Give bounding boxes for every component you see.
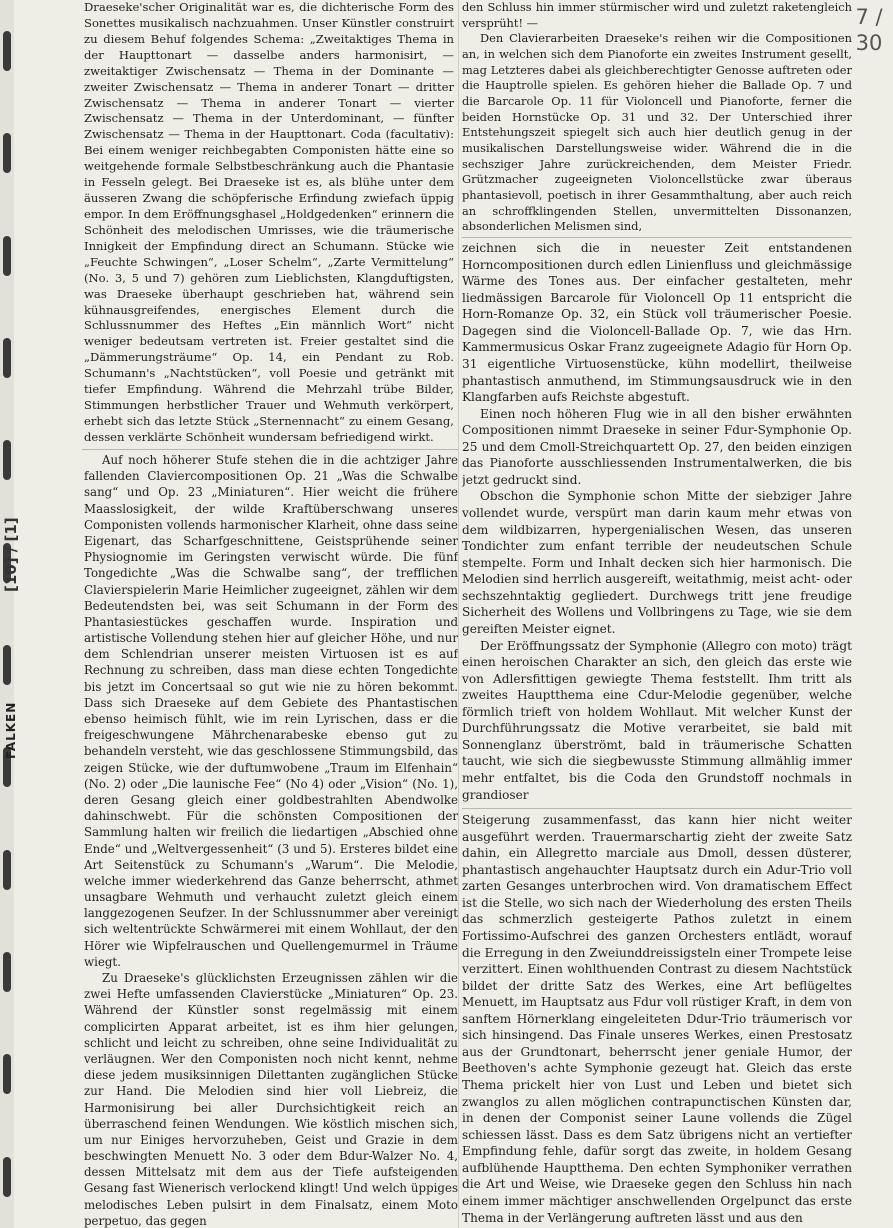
binder-hole <box>3 440 11 480</box>
column-right-middle <box>462 240 852 804</box>
paragraph: Obschon die Symphonie schon Mitte der siebziger Jahre vollendet wurde, verspürt man darin kaum mehr etwas von dem wildbizarren, hypergenialischen Wesen, das unseren Tondichter zum enfant terrible der neudeutschen Schule stempelte. Form und Inhalt decken sich hier harmonisch. Die Melodien sind herrlich ausgereift, weitathmig, meist acht- oder sechszehntaktig gegliedert. Durchwegs tritt jene freudige Sicherheit des Wollens und Vollbringens zu Tage, wie sie dem gereiften Meister eignet. <box>462 489 852 636</box>
column-right-top <box>462 0 852 235</box>
paragraph: Der Eröffnungssatz der Symphonie (Allegro con moto) trägt einen heroischen Charakter an sich, den gleich das erste wie von Adlersfittigen gewiegte Thema feststellt. Ihm tritt als zweites Hauptthema eine Cdur-Melodie gegenüber, welche förmlich trieft von holdem Wohllaut. Mit welcher Kunst der Durchführungssatz die Motive verarbeitet, sie bald mit Sonnenglanz überströmt, bald in träumerische Schatten taucht, wie sich die siegbewusste Stimmung allmählig immer mehr entfaltet, bis die Coda den Grundstoff nochmals in grandioser <box>462 638 852 802</box>
binder-hole <box>3 1157 11 1197</box>
column-gutter <box>458 0 459 1228</box>
binder-hole <box>3 236 11 276</box>
paragraph: zeichnen sich die in neuester Zeit entstandenen Horncompositionen durch edlen Linienfluss und gleichmässige Wärme des Tones aus. Der einfacher gestalteten, mehr liedmässigen Barcarole für Violoncell Op 11 entspricht die Horn-Romanze Op. 32, ein Stück voll träumerischer Poesie. Dagegen sind die Violoncell-Ballade Op. 7, wie das Hrn. Kammermusicus Oskar Franz zugeeignete Adagio für Horn Op. 31 eigentliche Virtuosenstücke, kühn modellirt, theilweise phantastisch anmuthend, im Stimmungsausdruck wie in den Klangfarben aufs Reichste abgestuft. <box>462 241 852 405</box>
paragraph: Zu Draeseke's glücklichsten Erzeugnissen zählen wir die zwei Hefte umfassenden Clavierstücke „Miniaturen“ Op. 23. Während der Künstler sonst regelmässig mit einem complicirten Apparat arbeitet, ist es ihm hier gelungen, schlicht und leicht zu schreiben, ohne seine Individualität zu verläugnen. Wer den Componisten noch nicht kennt, nehme diese jedem musiksinnigen Dilettanten zugänglichen Stücke zur Hand. Die Melodien sind hier voll Liebreiz, die Harmonisirung bei aller Durchsichtigkeit reich an überraschend feinen Wendungen. Wie köstlich mischen sich, um nur Einiges hervorzuheben, Geist und Grazie in dem beschwingten Menuett No. 3 oder dem Bdur-Walzer No. 4, dessen Mittelsatz mit dem aus der Tiefe aufsteigenden Gesang fast Wienerisch verlockend klingt! Und welch üppiges melodisches Leben pulsirt in dem Finalsatz, einem Moto perpetuo, das gegen <box>84 971 458 1228</box>
clipping-seam <box>462 237 852 238</box>
binder-hole <box>3 850 11 890</box>
column-left-bottom <box>84 452 458 1228</box>
paragraph: Steigerung zusammenfasst, das kann hier nicht weiter ausgeführt werden. Trauermarschartig zieht der zweite Satz dahin, ein Allegretto marciale aus Dmoll, dessen düsterer, phantastisch angehauchter Hauptsatz durch ein Adur-Trio voll zarten Gesanges unterbrochen wird. Von dramatischem Effect ist die Stelle, wo sich nach der Wiederholung des ersten Theils das schmerzlich gesteigerte Pathos zuletzt in einem Fortissimo-Aufschrei des ganzen Orchesters entlädt, worauf die Erregung in den Zweiunddreissigsteln einer Trompete leise verzittert. Einen wohlthuenden Contrast zu diesem Nachtstück bildet der dritte Satz des Werkes, eine Art beflügeltes Menuett, im Hauptsatz aus Fdur voll rüstiger Kraft, in dem von sanftem Hörnerklang eingeleiteten Ddur-Trio träumerisch vor sich hinsingend. Das Finale unseres Werkes, einen Prestosatz aus der Grundtonart, beherrscht jener geniale Humor, der Beethoven's achte Symphonie gezeugt hat. Gleich das erste Thema prickelt hier von Lust und Leben und bietet sich zwanglos zu allen möglichen contrapunctischen Künsten dar, in denen der Componist seiner Laune vollends die Zügel schiessen lässt. Dass es dem Satz übrigens nicht an vertiefter Empfindung fehle, dafür sorgt das zweite, in holdem Gesang aufblühende Hauptthema. Den echten Symphoniker verrathen die Art und Weise, wie Draeseke gegen den Schluss hin nach einem immer mächtiger anschwellenden Orgelpunct das erste Thema in der Verlängerung auftreten lässt und aus den <box>462 813 852 1225</box>
paragraph: Den Clavierarbeiten Draeseke's reihen wir die Compositionen an, in welchen sich dem Pianoforte ein zweites Instrument gesellt, mag Letzteres dabei als gleichberechtigter Genosse auftreten oder die Hauptrolle spielen. Es gehören hieher die Ballade Op. 7 und die Barcarole Op. 11 für Violoncell und Pianoforte, ferner die beiden Hornstücke Op. 31 und 32. Der Unterschied ihrer Entstehungszeit spiegelt sich auch hier deutlich genug in der musikalischen Darstellungsweise wider. Während die in die sechsziger Jahre zurückreichenden, dem Meister Friedr. Grützmacher zugeeigneten Violoncellstücke zwar überaus phantasievoll, poetisch in ihrer Gesammthaltung, aber auch reich an schroffklingenden Stellen, unvermittelten Dissonanzen, absonderlichen Melismen sind, <box>462 31 852 234</box>
paragraph: Auf noch höherer Stufe stehen die in die achtziger Jahre fallenden Claviercompositionen Op. 21 „Was die Schwalbe sang“ und Op. 23 „Miniaturen“. Hier weicht die frühere Maasslosigkeit, der wilde Kraftüberschwang unseres Componisten vollends harmonischer Klarheit, ohne dass seine Eigenart, das Scharfgeschnittene, Geistsprühende seiner Physiognomie im Geringsten verwischt würde. Die fünf Tongedichte „Was die Schwalbe sang“, der trefflichen Clavierspielerin Marie Heimlicher zugeeignet, zählen wir dem Bedeutendsten bei, was seit Schumann in der Form des Phantasiestückes geschaffen wurde. Inspiration und artistische Vollendung stehen hier auf gleicher Höhe, und nur dem Schlendrian unserer meisten Virtuosen ist es auf Rechnung zu schreiben, dass man diese echten Tongedichte bis jetzt im Concertsaal so gut wie nie zu hören bekommt. Dass sich Draeseke auf dem Gebiete des Phantastischen ebenso heimisch fühlt, wie im rein Lyrischen, dass er die freigeschwungene Mährchenarabeske ebenso gut zu behandeln versteht, wie das geschlossene Stimmungsbild, das zeigen Stücke, wie der duftumwobene „Traum im Elfenhain“ (No. 2) oder „Die launische Fee“ (No 4) oder „Vision“ (No. 1), deren Gesang gleich einer goldbestrahlten Abendwolke dahinschwebt. Für die schönsten Compositionen der Sammlung halten wir freilich die liedartigen „Abschied ohne Ende“ und „Weltvergessenheit“ (3 und 5). Ersteres bildet eine Art Seitenstück zu Schumann's „Warum“. Die Melodie, welche immer wiederkehrend das Ganze beherrscht, athmet unsagbare Wehmuth und verhaucht zuletzt gleich einem langgezogenen Seufzer. In der Schlussnummer aber vereinigt sich weltentrückte Schwärmerei mit einem Wohllaut, der den Hörer wie Wipfelrauschen und Quellengemurmel in Träume wiegt. <box>84 453 458 969</box>
binder-hole <box>3 338 11 378</box>
paragraph: Draeseke'scher Originalität war es, die dichterische Form des Sonettes musikalisch nachzuahmen. Unser Künstler construirt zu diesem Behuf folgendes Schema: „Zweitaktiges Thema in der Haupttonart — dasselbe anders harmonisirt, — zweitaktiger Zwischensatz — Thema in der Dominante — zweiter Zwischensatz — Thema in anderer Tonart — dritter Zwischensatz — Thema in anderer Tonart — vierter Zwischensatz — Thema in der Unterdominant, — fünfter Zwischensatz — Thema in der Haupttonart. Coda (facultativ): Bei einem weniger reichbegabten Componisten hätte eine so weitgehende formale Selbstbeschränkung auch die Phantasie in Fesseln gelegt. Bei Draeseke ist es, als blühe unter dem äusseren Zwang die schöpferische Erfindung zwiefach üppig empor. In dem Eröffnungsghasel „Holdgedenken“ erinnern die Schönheit des melodischen Umrisses, wie die träumerische Innigkeit der Empfindung direct an Schumann. Stücke wie „Feuchte Schwingen“, „Loser Schelm“, „Zarte Vermittelung“ (No. 3, 5 und 7) gehören zum Lieblichsten, Klangduftigsten, was Draeseke überhaupt geschrieben hat, während sein kühnausgreifendes, energisches Element durch die Schlussnummer des Heftes „Ein männlich Wort“ nicht weniger bedeutsam vertreten ist. Freier gestaltet sind die „Dämmerungsträume“ Op. 14, ein Pendant zu Rob. Schumann's „Nachtstücken“, voll Poesie und getränkt mit tiefer Empfindung. Während die Mehrzahl trübe Bilder, Stimmungen herbstlicher Trauer und Wehmuth verkörpert, erhebt sich das letzte Stück „Sternennacht“ zu einem Gesang, dessen verklärte Schönheit wundersam befriedigend wirkt. <box>84 0 454 444</box>
clipping-seam <box>82 449 458 450</box>
archive-stamp: [10] / [1] <box>2 517 20 593</box>
binder-hole <box>3 1054 11 1094</box>
archive-label: FALKEN <box>4 701 18 759</box>
binder-hole <box>3 133 11 173</box>
paragraph: Einen noch höheren Flug wie in all den bisher erwähnten Compositionen nimmt Draeseke in seiner Fdur-Symphonie Op. 25 und dem Cmoll-Streichquartett Op. 27, den beiden einzigen das Pianoforte ausschliessenden Instrumentalwerken, die bis jetzt gedruckt sind. <box>462 406 852 487</box>
binder-hole <box>3 31 11 71</box>
paragraph: den Schluss hin immer stürmischer wird und zuletzt raketengleich versprüht! — <box>462 0 852 30</box>
column-right-bottom <box>462 812 852 1228</box>
binder-hole <box>3 952 11 992</box>
column-left-top <box>84 0 454 448</box>
clipping-seam <box>462 808 852 809</box>
binder-hole <box>3 645 11 685</box>
binder-holes <box>0 0 14 1228</box>
pencil-annotation: 7 / 30 <box>855 5 883 55</box>
